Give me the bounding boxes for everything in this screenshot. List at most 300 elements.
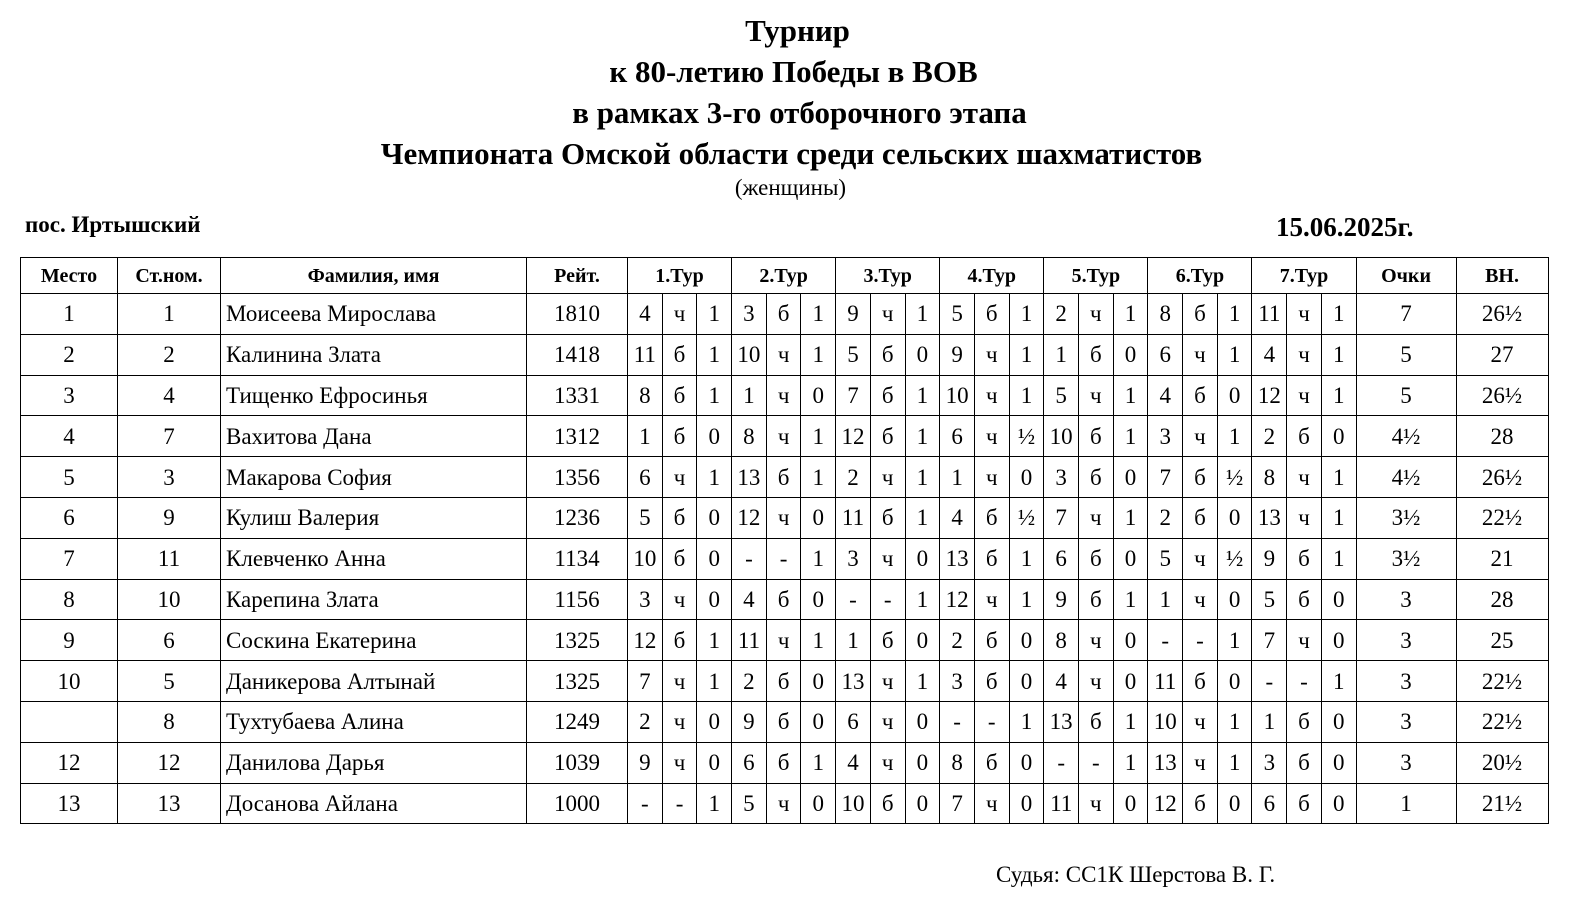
cell-place bbox=[21, 701, 118, 742]
cell-place: 5 bbox=[21, 457, 118, 498]
cell-round-6-opponent: 13 bbox=[1148, 742, 1183, 783]
cell-round-6-color: ч bbox=[1183, 579, 1218, 620]
cell-place: 2 bbox=[21, 334, 118, 375]
cell-round-1-opponent: 11 bbox=[628, 334, 663, 375]
cell-round-5-opponent: 10 bbox=[1044, 416, 1079, 457]
cell-round-3-opponent: 9 bbox=[836, 294, 871, 335]
cell-round-4-color: б bbox=[974, 497, 1009, 538]
cell-round-7-color: б bbox=[1287, 538, 1322, 579]
table-row bbox=[21, 538, 1549, 579]
cell-rating: 1418 bbox=[527, 334, 628, 375]
cell-round-7-color: ч bbox=[1287, 497, 1322, 538]
cell-round-6-opponent: 11 bbox=[1148, 661, 1183, 702]
cell-round-1-opponent: 9 bbox=[628, 742, 663, 783]
cell-round-7-color: б bbox=[1287, 579, 1322, 620]
cell-round-5-result: 0 bbox=[1113, 457, 1148, 498]
cell-round-3-result: 0 bbox=[905, 783, 940, 824]
cell-round-7-color: ч bbox=[1287, 334, 1322, 375]
cell-start-no: 6 bbox=[118, 620, 221, 661]
cell-round-3-result: 1 bbox=[905, 497, 940, 538]
cell-round-5-opponent: 8 bbox=[1044, 620, 1079, 661]
cell-round-1-result: 1 bbox=[697, 661, 732, 702]
cell-points: 3½ bbox=[1356, 497, 1456, 538]
cell-tiebreak: 22½ bbox=[1456, 661, 1548, 702]
cell-round-6-result: 0 bbox=[1217, 497, 1252, 538]
cell-round-6-color: ч bbox=[1183, 334, 1218, 375]
cell-start-no: 9 bbox=[118, 497, 221, 538]
cell-round-1-color: ч bbox=[662, 579, 697, 620]
cell-round-6-opponent: 12 bbox=[1148, 783, 1183, 824]
cell-round-2-color: ч bbox=[766, 620, 801, 661]
cell-rating: 1810 bbox=[527, 294, 628, 335]
cell-round-2-result: 1 bbox=[801, 538, 836, 579]
col-header-round-5: 5.Тур bbox=[1044, 258, 1148, 294]
cell-round-1-result: 0 bbox=[697, 701, 732, 742]
cell-round-6-color: б bbox=[1183, 661, 1218, 702]
title-line-3: в рамках 3-го отборочного этапа bbox=[572, 95, 1027, 130]
cell-round-2-opponent: 11 bbox=[732, 620, 767, 661]
cell-round-3-color: б bbox=[870, 334, 905, 375]
cell-name: Соскина Екатерина bbox=[221, 620, 527, 661]
cell-round-7-result: 1 bbox=[1321, 538, 1356, 579]
cell-round-4-result: 0 bbox=[1009, 457, 1044, 498]
table-row bbox=[21, 497, 1549, 538]
cell-round-2-opponent: 8 bbox=[732, 416, 767, 457]
cell-name: Вахитова Дана bbox=[221, 416, 527, 457]
cell-round-7-color: б bbox=[1287, 742, 1322, 783]
cell-name: Данилова Дарья bbox=[221, 742, 527, 783]
cell-points: 1 bbox=[1356, 783, 1456, 824]
cell-round-3-opponent: 3 bbox=[836, 538, 871, 579]
cell-round-6-color: ч bbox=[1183, 538, 1218, 579]
cell-round-4-result: 1 bbox=[1009, 375, 1044, 416]
cell-round-2-opponent: 6 bbox=[732, 742, 767, 783]
table-row bbox=[21, 661, 1549, 702]
cell-round-7-opponent: 9 bbox=[1252, 538, 1287, 579]
cell-round-2-color: ч bbox=[766, 416, 801, 457]
cell-round-6-opponent: 4 bbox=[1148, 375, 1183, 416]
cell-round-5-result: 1 bbox=[1113, 416, 1148, 457]
date-label: 15.06.2025г. bbox=[1276, 212, 1414, 242]
cell-round-5-result: 1 bbox=[1113, 294, 1148, 335]
cell-round-7-color: ч bbox=[1287, 375, 1322, 416]
cell-round-2-color: ч bbox=[766, 497, 801, 538]
cell-rating: 1356 bbox=[527, 457, 628, 498]
cell-rating: 1312 bbox=[527, 416, 628, 457]
cell-round-6-result: 1 bbox=[1217, 701, 1252, 742]
col-header-round-3: 3.Тур bbox=[836, 258, 940, 294]
cell-round-6-result: 1 bbox=[1217, 294, 1252, 335]
cell-round-6-opponent: - bbox=[1148, 620, 1183, 661]
cell-round-4-result: ½ bbox=[1009, 497, 1044, 538]
cell-round-2-result: 0 bbox=[801, 661, 836, 702]
cell-round-5-color: ч bbox=[1079, 661, 1114, 702]
cell-round-1-result: 0 bbox=[697, 579, 732, 620]
cell-name: Клевченко Анна bbox=[221, 538, 527, 579]
cell-points: 7 bbox=[1356, 294, 1456, 335]
cell-round-5-opponent: 3 bbox=[1044, 457, 1079, 498]
cell-round-1-result: 0 bbox=[697, 497, 732, 538]
cell-tiebreak: 21 bbox=[1456, 538, 1548, 579]
table-row bbox=[21, 579, 1549, 620]
cell-round-3-opponent: 5 bbox=[836, 334, 871, 375]
cell-place: 9 bbox=[21, 620, 118, 661]
cell-round-5-color: б bbox=[1079, 457, 1114, 498]
cell-tiebreak: 21½ bbox=[1456, 783, 1548, 824]
cell-round-7-color: - bbox=[1287, 661, 1322, 702]
cell-round-1-color: ч bbox=[662, 742, 697, 783]
cell-round-7-opponent: 8 bbox=[1252, 457, 1287, 498]
cell-round-6-result: ½ bbox=[1217, 538, 1252, 579]
col-header-round-1: 1.Тур bbox=[628, 258, 732, 294]
cell-round-7-result: 1 bbox=[1321, 334, 1356, 375]
cell-round-7-opponent: 2 bbox=[1252, 416, 1287, 457]
cell-round-4-result: 1 bbox=[1009, 701, 1044, 742]
cell-round-3-color: б bbox=[870, 416, 905, 457]
cell-round-6-opponent: 6 bbox=[1148, 334, 1183, 375]
cell-round-7-result: 1 bbox=[1321, 661, 1356, 702]
cell-round-6-opponent: 10 bbox=[1148, 701, 1183, 742]
col-header-start-no: Ст.ном. bbox=[118, 258, 221, 294]
cell-round-1-color: - bbox=[662, 783, 697, 824]
cell-round-3-result: 0 bbox=[905, 701, 940, 742]
cell-rating: 1000 bbox=[527, 783, 628, 824]
cell-round-6-result: 1 bbox=[1217, 334, 1252, 375]
cell-round-3-result: 1 bbox=[905, 457, 940, 498]
cell-round-2-result: 1 bbox=[801, 742, 836, 783]
cell-tiebreak: 26½ bbox=[1456, 294, 1548, 335]
table-row bbox=[21, 783, 1549, 824]
cell-round-5-result: 0 bbox=[1113, 783, 1148, 824]
cell-round-5-color: б bbox=[1079, 334, 1114, 375]
cell-tiebreak: 26½ bbox=[1456, 375, 1548, 416]
cell-round-5-color: б bbox=[1079, 579, 1114, 620]
cell-round-5-result: 0 bbox=[1113, 620, 1148, 661]
cell-round-6-color: - bbox=[1183, 620, 1218, 661]
cell-name: Даникерова Алтынай bbox=[221, 661, 527, 702]
cell-rating: 1249 bbox=[527, 701, 628, 742]
cell-round-6-result: 1 bbox=[1217, 742, 1252, 783]
cell-points: 3 bbox=[1356, 661, 1456, 702]
cell-round-7-result: 0 bbox=[1321, 579, 1356, 620]
cell-round-3-color: б bbox=[870, 620, 905, 661]
cell-round-7-opponent: 13 bbox=[1252, 497, 1287, 538]
cell-round-7-opponent: - bbox=[1252, 661, 1287, 702]
cell-round-1-result: 1 bbox=[697, 375, 732, 416]
col-header-place: Место bbox=[21, 258, 118, 294]
cell-round-7-opponent: 11 bbox=[1252, 294, 1287, 335]
cell-round-5-color: ч bbox=[1079, 375, 1114, 416]
cell-round-4-result: 1 bbox=[1009, 579, 1044, 620]
cell-name: Калинина Злата bbox=[221, 334, 527, 375]
cell-round-4-opponent: 13 bbox=[940, 538, 975, 579]
cell-round-5-opponent: 1 bbox=[1044, 334, 1079, 375]
cell-round-2-result: 1 bbox=[801, 416, 836, 457]
cell-round-2-color: б bbox=[766, 742, 801, 783]
cell-round-2-opponent: 3 bbox=[732, 294, 767, 335]
cell-round-6-result: 0 bbox=[1217, 375, 1252, 416]
cell-round-7-opponent: 5 bbox=[1252, 579, 1287, 620]
cell-round-5-result: 1 bbox=[1113, 742, 1148, 783]
cell-round-6-color: ч bbox=[1183, 416, 1218, 457]
cell-round-3-color: б bbox=[870, 783, 905, 824]
cell-round-5-color: б bbox=[1079, 701, 1114, 742]
cell-round-1-result: 1 bbox=[697, 783, 732, 824]
cell-points: 5 bbox=[1356, 334, 1456, 375]
cell-round-7-result: 0 bbox=[1321, 742, 1356, 783]
cell-round-7-opponent: 3 bbox=[1252, 742, 1287, 783]
cell-start-no: 4 bbox=[118, 375, 221, 416]
col-header-tiebreak: ВН. bbox=[1456, 258, 1548, 294]
cell-round-1-color: б bbox=[662, 620, 697, 661]
cell-round-5-color: ч bbox=[1079, 620, 1114, 661]
cell-start-no: 12 bbox=[118, 742, 221, 783]
cell-round-2-opponent: 4 bbox=[732, 579, 767, 620]
col-header-round-2: 2.Тур bbox=[732, 258, 836, 294]
cell-round-4-color: ч bbox=[974, 416, 1009, 457]
cell-round-3-opponent: 10 bbox=[836, 783, 871, 824]
cell-round-3-opponent: 7 bbox=[836, 375, 871, 416]
cell-round-1-opponent: 5 bbox=[628, 497, 663, 538]
cell-round-6-result: 0 bbox=[1217, 783, 1252, 824]
cell-rating: 1331 bbox=[527, 375, 628, 416]
table-row bbox=[21, 294, 1549, 335]
cell-round-6-color: б bbox=[1183, 294, 1218, 335]
cell-round-4-color: ч bbox=[974, 783, 1009, 824]
cell-round-1-result: 0 bbox=[697, 538, 732, 579]
cell-tiebreak: 25 bbox=[1456, 620, 1548, 661]
cell-round-7-opponent: 7 bbox=[1252, 620, 1287, 661]
cell-round-4-color: ч bbox=[974, 579, 1009, 620]
cell-round-2-color: б bbox=[766, 457, 801, 498]
cell-round-4-result: ½ bbox=[1009, 416, 1044, 457]
cell-round-3-color: б bbox=[870, 497, 905, 538]
cell-place: 6 bbox=[21, 497, 118, 538]
cell-start-no: 7 bbox=[118, 416, 221, 457]
cell-round-2-color: б bbox=[766, 294, 801, 335]
cell-round-7-result: 0 bbox=[1321, 416, 1356, 457]
cell-round-4-opponent: 3 bbox=[940, 661, 975, 702]
cell-round-2-color: ч bbox=[766, 375, 801, 416]
cell-round-3-opponent: 6 bbox=[836, 701, 871, 742]
col-header-round-4: 4.Тур bbox=[940, 258, 1044, 294]
cell-round-1-color: ч bbox=[662, 701, 697, 742]
cell-round-2-color: - bbox=[766, 538, 801, 579]
cell-round-1-opponent: 6 bbox=[628, 457, 663, 498]
col-header-round-7: 7.Тур bbox=[1252, 258, 1356, 294]
cell-name: Макарова София bbox=[221, 457, 527, 498]
cell-round-2-result: 0 bbox=[801, 375, 836, 416]
cell-round-1-opponent: 10 bbox=[628, 538, 663, 579]
cell-points: 3 bbox=[1356, 701, 1456, 742]
results-body bbox=[21, 294, 1549, 824]
cell-rating: 1325 bbox=[527, 661, 628, 702]
cell-rating: 1039 bbox=[527, 742, 628, 783]
cell-round-5-color: - bbox=[1079, 742, 1114, 783]
cell-round-2-color: ч bbox=[766, 783, 801, 824]
cell-round-3-color: ч bbox=[870, 661, 905, 702]
col-header-round-6: 6.Тур bbox=[1148, 258, 1252, 294]
table-row bbox=[21, 701, 1549, 742]
cell-round-5-color: ч bbox=[1079, 783, 1114, 824]
cell-round-4-opponent: 8 bbox=[940, 742, 975, 783]
cell-round-2-opponent: 13 bbox=[732, 457, 767, 498]
cell-round-7-result: 1 bbox=[1321, 457, 1356, 498]
cell-start-no: 1 bbox=[118, 294, 221, 335]
cell-round-3-result: 1 bbox=[905, 416, 940, 457]
cell-start-no: 10 bbox=[118, 579, 221, 620]
cell-round-6-color: б bbox=[1183, 457, 1218, 498]
col-header-name: Фамилия, имя bbox=[221, 258, 527, 294]
cell-place: 4 bbox=[21, 416, 118, 457]
cell-place: 8 bbox=[21, 579, 118, 620]
cell-round-5-result: 1 bbox=[1113, 497, 1148, 538]
cell-round-5-opponent: 11 bbox=[1044, 783, 1079, 824]
title-line-4: Чемпионата Омской области среди сельских шахматистов bbox=[380, 136, 1203, 171]
cell-round-1-result: 0 bbox=[697, 416, 732, 457]
cell-round-6-color: ч bbox=[1183, 742, 1218, 783]
cell-points: 3 bbox=[1356, 620, 1456, 661]
table-row bbox=[21, 416, 1549, 457]
cell-round-1-opponent: 7 bbox=[628, 661, 663, 702]
cell-round-5-result: 0 bbox=[1113, 334, 1148, 375]
cell-round-5-result: 1 bbox=[1113, 579, 1148, 620]
cell-rating: 1236 bbox=[527, 497, 628, 538]
cell-round-4-color: б bbox=[974, 742, 1009, 783]
cell-round-4-result: 1 bbox=[1009, 538, 1044, 579]
header-row bbox=[21, 258, 1549, 294]
cell-round-1-result: 1 bbox=[697, 620, 732, 661]
venue-label: пос. Иртышский bbox=[25, 212, 201, 237]
cell-round-6-color: б bbox=[1183, 783, 1218, 824]
cell-round-3-result: 0 bbox=[905, 620, 940, 661]
cell-round-1-result: 0 bbox=[697, 742, 732, 783]
cell-tiebreak: 20½ bbox=[1456, 742, 1548, 783]
cell-tiebreak: 28 bbox=[1456, 579, 1548, 620]
cell-round-1-color: ч bbox=[662, 661, 697, 702]
cell-round-3-opponent: 1 bbox=[836, 620, 871, 661]
cell-round-1-opponent: 12 bbox=[628, 620, 663, 661]
cell-round-1-color: б bbox=[662, 416, 697, 457]
cell-round-3-opponent: 11 bbox=[836, 497, 871, 538]
cell-round-4-color: - bbox=[974, 701, 1009, 742]
cell-round-1-result: 1 bbox=[697, 294, 732, 335]
cell-round-7-color: б bbox=[1287, 416, 1322, 457]
cell-round-3-result: 1 bbox=[905, 579, 940, 620]
cell-points: 3 bbox=[1356, 742, 1456, 783]
cell-name: Моисеева Мирослава bbox=[221, 294, 527, 335]
cell-round-3-color: - bbox=[870, 579, 905, 620]
cell-round-1-opponent: 3 bbox=[628, 579, 663, 620]
cell-round-5-result: 1 bbox=[1113, 375, 1148, 416]
cell-place: 13 bbox=[21, 783, 118, 824]
cell-round-2-color: б bbox=[766, 701, 801, 742]
results-table bbox=[20, 257, 1549, 824]
cell-round-2-opponent: 12 bbox=[732, 497, 767, 538]
cell-round-2-result: 1 bbox=[801, 620, 836, 661]
cell-round-1-opponent: 1 bbox=[628, 416, 663, 457]
cell-round-5-opponent: - bbox=[1044, 742, 1079, 783]
cell-round-4-result: 0 bbox=[1009, 661, 1044, 702]
cell-round-7-result: 0 bbox=[1321, 620, 1356, 661]
cell-round-3-result: 0 bbox=[905, 742, 940, 783]
cell-round-2-result: 0 bbox=[801, 701, 836, 742]
cell-round-2-opponent: 2 bbox=[732, 661, 767, 702]
cell-round-4-color: б bbox=[974, 620, 1009, 661]
cell-round-1-color: ч bbox=[662, 294, 697, 335]
cell-place: 1 bbox=[21, 294, 118, 335]
cell-round-1-opponent: 2 bbox=[628, 701, 663, 742]
cell-round-3-color: ч bbox=[870, 294, 905, 335]
cell-round-2-result: 0 bbox=[801, 579, 836, 620]
cell-round-4-opponent: 1 bbox=[940, 457, 975, 498]
cell-round-5-opponent: 2 bbox=[1044, 294, 1079, 335]
cell-round-3-color: ч bbox=[870, 457, 905, 498]
cell-round-4-opponent: 4 bbox=[940, 497, 975, 538]
cell-round-6-result: 0 bbox=[1217, 661, 1252, 702]
cell-round-1-result: 1 bbox=[697, 457, 732, 498]
cell-round-2-opponent: 10 bbox=[732, 334, 767, 375]
cell-points: 5 bbox=[1356, 375, 1456, 416]
cell-round-3-opponent: 4 bbox=[836, 742, 871, 783]
cell-round-7-opponent: 6 bbox=[1252, 783, 1287, 824]
cell-round-2-opponent: 9 bbox=[732, 701, 767, 742]
cell-round-7-opponent: 1 bbox=[1252, 701, 1287, 742]
cell-round-1-color: б bbox=[662, 334, 697, 375]
cell-round-5-color: б bbox=[1079, 538, 1114, 579]
cell-points: 3½ bbox=[1356, 538, 1456, 579]
cell-round-2-result: 0 bbox=[801, 497, 836, 538]
cell-round-4-color: ч bbox=[974, 375, 1009, 416]
table-row bbox=[21, 375, 1549, 416]
cell-round-4-color: ч bbox=[974, 457, 1009, 498]
cell-round-6-opponent: 1 bbox=[1148, 579, 1183, 620]
cell-place: 3 bbox=[21, 375, 118, 416]
cell-round-2-opponent: 1 bbox=[732, 375, 767, 416]
cell-round-3-color: ч bbox=[870, 701, 905, 742]
cell-round-4-result: 1 bbox=[1009, 294, 1044, 335]
cell-round-3-result: 0 bbox=[905, 538, 940, 579]
cell-round-2-result: 0 bbox=[801, 783, 836, 824]
cell-round-6-color: б bbox=[1183, 375, 1218, 416]
cell-round-2-result: 1 bbox=[801, 294, 836, 335]
table-row bbox=[21, 742, 1549, 783]
cell-round-6-opponent: 5 bbox=[1148, 538, 1183, 579]
cell-round-5-result: 1 bbox=[1113, 701, 1148, 742]
cell-place: 12 bbox=[21, 742, 118, 783]
cell-points: 4½ bbox=[1356, 416, 1456, 457]
cell-round-4-opponent: 12 bbox=[940, 579, 975, 620]
cell-round-6-result: ½ bbox=[1217, 457, 1252, 498]
cell-name: Кулиш Валерия bbox=[221, 497, 527, 538]
cell-round-5-opponent: 5 bbox=[1044, 375, 1079, 416]
cell-rating: 1134 bbox=[527, 538, 628, 579]
cell-name: Карепина Злата bbox=[221, 579, 527, 620]
cell-round-6-opponent: 7 bbox=[1148, 457, 1183, 498]
cell-round-2-color: б bbox=[766, 661, 801, 702]
cell-round-4-color: б bbox=[974, 538, 1009, 579]
cell-round-4-color: б bbox=[974, 661, 1009, 702]
col-header-rating: Рейт. bbox=[527, 258, 628, 294]
cell-round-3-opponent: - bbox=[836, 579, 871, 620]
cell-round-5-color: б bbox=[1079, 416, 1114, 457]
cell-start-no: 13 bbox=[118, 783, 221, 824]
cell-place: 7 bbox=[21, 538, 118, 579]
cell-round-2-color: ч bbox=[766, 334, 801, 375]
cell-round-5-color: ч bbox=[1079, 294, 1114, 335]
cell-round-1-color: б bbox=[662, 538, 697, 579]
cell-round-1-color: ч bbox=[662, 457, 697, 498]
